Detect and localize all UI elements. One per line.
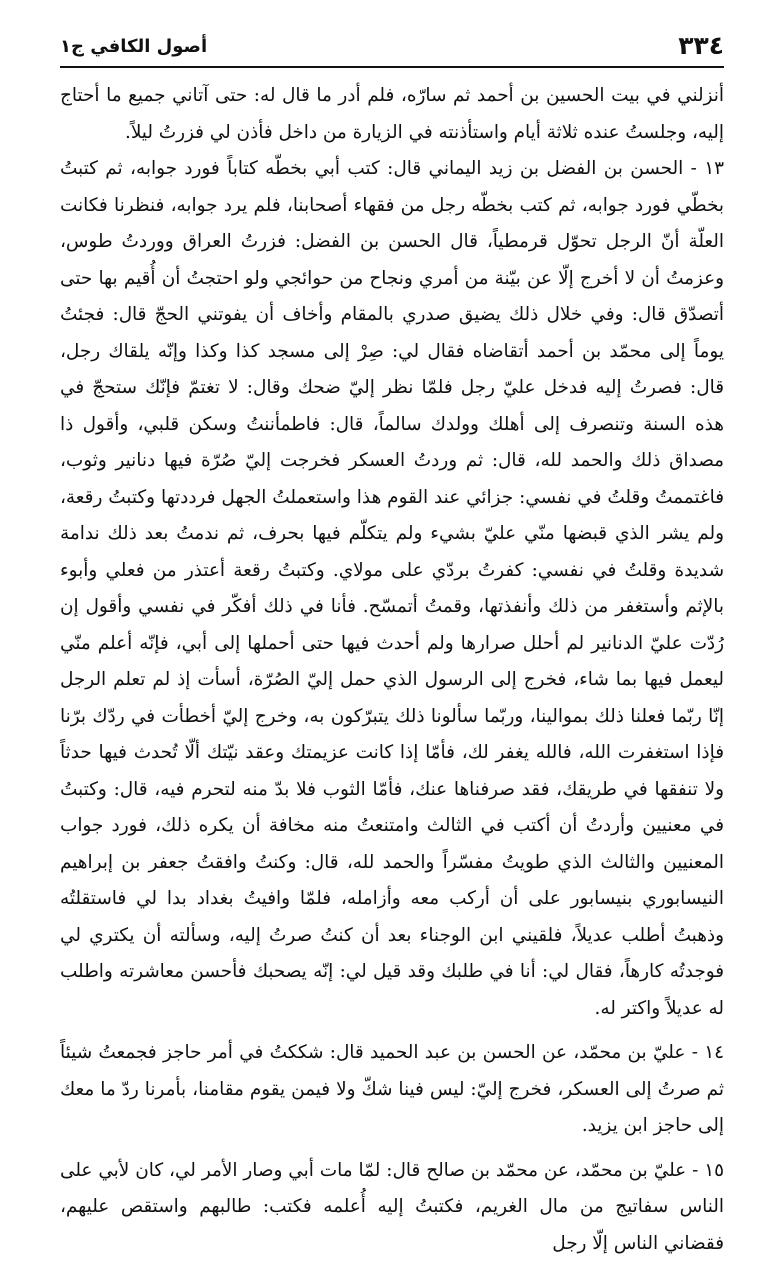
hadith-13: ١٣ - الحسن بن الفضل بن زيد اليماني قال: كتب أبي بخطّه كتاباً فورد جوابه، ثم كتبتُ بخطّي فورد جوابه، ثم كتب بخطّه رجل من فقهاء أصحابنا، فلم يرد جوابه، فنظرنا فكانت العلّة أنّ الرجل تحوّل قرمطياً، قال الحسن بن الفضل: فزرتُ العراق ووردتُ طوس، وعزمتُ أن لا أخرج إلّا عن بيّنة من أمري ونجاح من حوائجي ولو احتجتُ أن أُقيم بها حتى أتصدّق قال: وفي خلال ذلك يضيق صدري بالمقام وأخاف أن يفوتني الحجّ قال: فجئتُ يوماً إلى محمّد بن أحمد أتقاضاه فقال لي: صِرْ إلى مسجد كذا وكذا وإنّه يلقاك رجل، قال: فصرتُ إليه فدخل عليّ رجل فلمّا نظر إليّ ضحك وقال: لا تغتمّ فإنّك ستحجّ في هذه السنة وتنصرف إلى أهلك وولدك سالماً، قال: فاطمأننتُ وسكن قلبي، وأقول ذا مصداق ذلك والحمد لله، قال: ثم وردتُ العسكر فخرجت إليّ صُرّة فيها دنانير وثوب، فاغتممتُ وقلتُ في نفسي: جزائي عند القوم هذا واستعملتُ الجهل فرددتها وكتبتُ رقعة، ولم يشر الذي قبضها منّي عليّ بشيء ولم يتكلّم فيها بحرف، ثم ندمتُ بعد ذلك ندامة شديدة وقلتُ في نفسي: كفرتُ بردّي على مولاي. وكتبتُ رقعة أعتذر من فعلي وأبوء بالإثم وأستغفر من ذلك وأنفذتها، وقمتُ أتمسّح. فأنا في ذلك أفكّر في نفسي وأقول إن رُدّت عليّ الدنانير لم أحلل صرارها ولم أحدث فيها حتى أحملها إلى أبي، فإنّه أعلم منّي ليعمل فيها بما شاء، فخرج إلى الرسول الذي حمل إليّ الصُرّة، أسأت إذ لم تعلم الرجل إنّا ربّما فعلنا ذلك بموالينا، وربّما سألونا ذلك يتبرّكون به، وخرج إليّ أخطأت في ردّك برّنا فإذا استغفرت الله، فالله يغفر لك، فأمّا إذا كانت عزيمتك وعقد نيّتك ألّا تُحدث فيها حدثاً ولا تنفقها في طريقك، فقد صرفناها عنك، فأمّا الثوب فلا بدّ منه لتحرم فيه، قال: وكتبتُ في معنيين وأردتُ أن أكتب في الثالث وامتنعتُ منه مخافة أن يكره ذلك، فورد جواب المعنيين والثالث الذي طويتُ مفسّراً والحمد لله، قال: وكنتُ وافقتُ جعفر بن إبراهيم النيسابوري بنيسابور على أن أركب معه وأزامله، فلمّا وافيتُ بغداد بدا لي فاستقلتُه وذهبتُ أطلب عديلاً، فلقيني ابن الوجناء بعد أن كنتُ صرتُ إليه، وسألته أن يكتري لي فوجدتُه كارهاً، فقال لي: أنا في طلبك وقد قيل لي: إنّه يصحبك فأحسن معاشرته واطلب له عديلاً واكتر له. — [60, 151, 724, 1027]
page-body — [60, 78, 724, 1262]
hadith-15: ١٥ - عليّ بن محمّد، عن محمّد بن صالح قال: لمّا مات أبي وصار الأمر لي، كان لأبي على الناس سفاتيج من مال الغريم، فكتبتُ إليه أُعلمه فكتب: طالبهم واستقص عليهم، فقضاني الناس إلّا رجل — [60, 1153, 724, 1262]
page-number: ٣٣٤ — [678, 30, 724, 62]
page-header — [60, 30, 724, 62]
hadith-14: ١٤ - عليّ بن محمّد، عن الحسن بن عبد الحميد قال: شككتُ في أمر حاجز فجمعتُ شيئاً ثم صرتُ إلى العسكر، فخرج إليّ: ليس فينا شكّ ولا فيمن يقوم مقامنا، بأمرنا ردّ ما معك إلى حاجز ابن يزيد. — [60, 1035, 724, 1145]
book-title: أصول الكافي ج١ — [60, 32, 207, 62]
paragraph-continuation: أنزلني في بيت الحسين بن أحمد ثم سارّه، فلم أدر ما قال له: حتى آتاني جميع ما أحتاج إليه، وجلستُ عنده ثلاثة أيام واستأذنته في الزيارة من داخل فأذن لي فزرتُ ليلاً. — [60, 78, 724, 151]
header-rule — [60, 66, 724, 68]
